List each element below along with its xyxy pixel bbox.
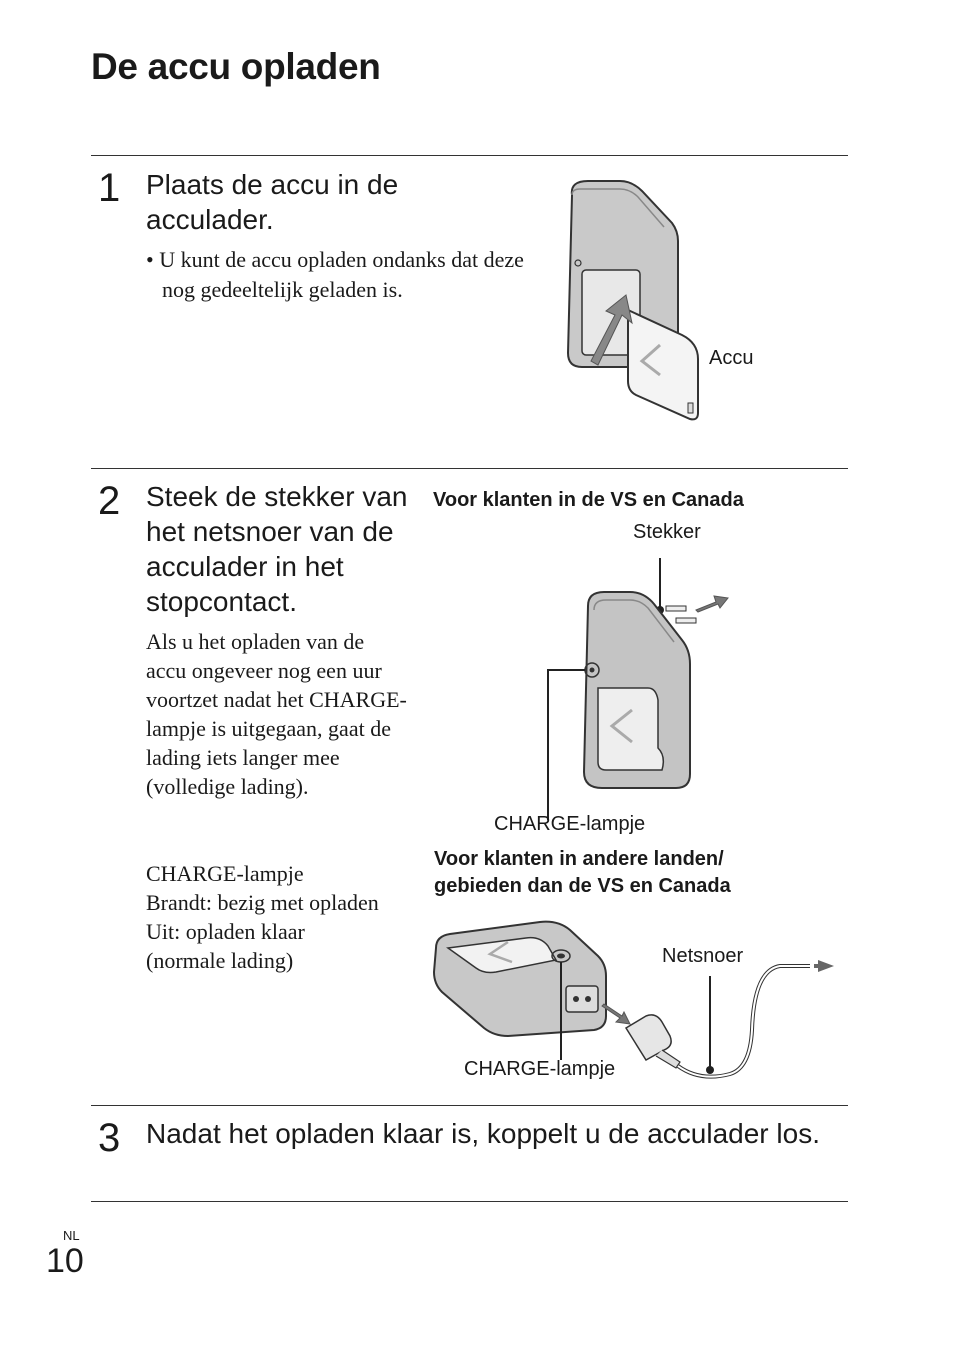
step-1-heading: Plaats de accu in de acculader. <box>146 169 399 235</box>
language-code: NL <box>63 1228 80 1243</box>
lamp-on-text: Brandt: bezig met opladen <box>146 890 379 915</box>
step-3-number: 3 <box>98 1116 121 1160</box>
section-divider <box>91 1105 848 1106</box>
section-divider <box>91 468 848 469</box>
other-regions-caption: Voor klanten in andere landen/ gebieden dan de VS en Canada <box>434 848 731 897</box>
plug-label: Stekker <box>633 521 701 543</box>
page-number: 10 <box>46 1242 84 1280</box>
other-charge-lamp-label: CHARGE-lampje <box>464 1058 616 1080</box>
power-cord-label: Netsnoer <box>662 945 744 967</box>
page-title: De accu opladen <box>91 46 381 87</box>
charger-battery-illustration <box>560 175 710 430</box>
step-2-body: Als u het opladen van de accu ongeveer nog een uur voortzet nadat het CHARGE-lampje is uitgegaan, gaat de lading iets langer mee (volledige lading). <box>146 629 407 799</box>
us-charger-illustration <box>540 550 740 830</box>
battery-label: Accu <box>709 347 754 369</box>
us-charge-lamp-label: CHARGE-lampje <box>494 813 646 835</box>
step-2-heading: Steek de stekker van het netsnoer van de acculader in het stopcontact. <box>146 481 408 617</box>
step-1-bullet: • U kunt de accu opladen ondanks dat deze nog gedeeltelijk geladen is. <box>146 247 524 302</box>
us-canada-caption: Voor klanten in de VS en Canada <box>433 489 744 511</box>
lamp-off-text: Uit: opladen klaar (normale lading) <box>146 919 305 973</box>
lamp-title: CHARGE-lampje <box>146 861 304 886</box>
section-divider <box>91 155 848 156</box>
step-2-number: 2 <box>98 479 121 523</box>
section-divider <box>91 1201 848 1202</box>
step-1-number: 1 <box>98 166 121 210</box>
step-3-heading: Nadat het opladen klaar is, koppelt u de acculader los. <box>146 1118 820 1149</box>
